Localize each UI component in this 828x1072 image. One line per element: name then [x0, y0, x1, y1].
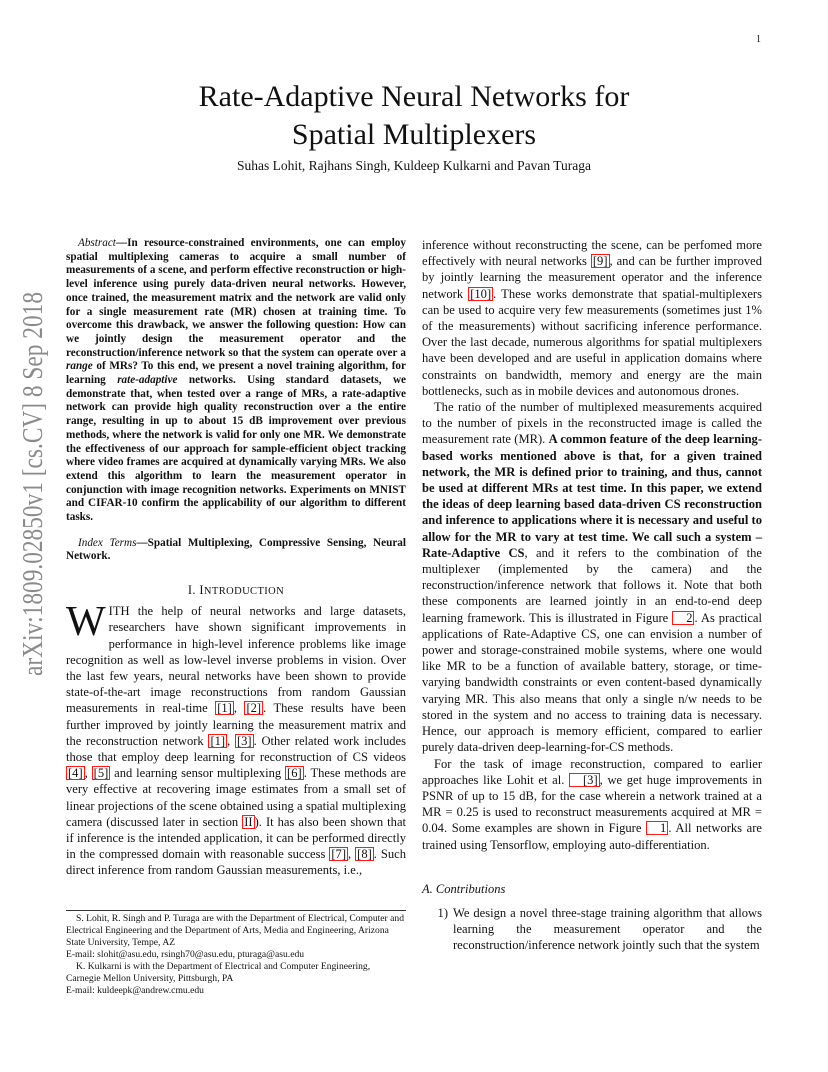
right-paragraph-3 — [422, 756, 762, 853]
drop-cap: W — [66, 599, 106, 646]
title-line-1: Rate-Adaptive Neural Networks for — [198, 80, 630, 113]
citation-link[interactable]: [3] — [236, 733, 252, 748]
intro-text: , — [227, 733, 235, 748]
body-text-bold: A common feature of the deep learning-based works mentioned above is that, for a given trained network, the MR is defined prior to training, and thus, cannot be used at different MRs at test time. In this paper, we extend the ideas of deep learning based data-driven CS reconstruction and inference to applications where it is necessary and useful to allow for the MR to vary at test time. We call such a system – Rate-Adaptive CS — [422, 432, 762, 560]
citation-link[interactable]: [8] — [357, 847, 372, 862]
body-text: inference without reconstructing the scene, can be perfomed more effectively with neural networks — [422, 238, 762, 269]
abstract-text-1: —In resource-constrained environments, one can employ spatial multiplexing cameras to acquire a small number of measurements of a scene, and perform effective reconstruction or high-level inference using purely data-driven neural networks. However, once trained, the measurement matrix and the network are valid only for a single measurement rate (MR) chosen at training time. To overcome this drawback, we answer the following question: How can we jointly design the measurement operator and the reconstruction/inference network so that the system can operate over a — [66, 237, 406, 359]
list-number: 1) — [437, 905, 448, 920]
section-numeral: I. — [187, 583, 196, 598]
footnote-cmu-email: E-mail: kuldeepk@andrew.cmu.edu — [66, 985, 204, 996]
body-text: . All networks are trained using Tensorflow, employing auto-differentiation. — [422, 821, 762, 852]
body-text: For the task of image reconstruction, compared to earlier approaches like Lohit et al. — [422, 756, 762, 787]
citation-link[interactable]: [7] — [331, 847, 347, 862]
body-text: , and can be further improved by jointly learning the measurement operator and the inference network — [422, 254, 762, 301]
abstract-em-rate-adaptive: rate-adaptive — [117, 374, 178, 387]
intro-text: , — [233, 701, 245, 716]
index-terms — [66, 537, 406, 564]
arxiv-stamp-text: arXiv:1809.02850v1 [cs.CV] 8 Sep 2018 — [17, 292, 49, 676]
intro-text: ITH the help of neural networks and large datasets, researchers have shown significant improvements in performance in high-level inference problems like image recognition as well as low-level inverse problems in vision. Over the last few years, neural networks have been shown to provide state-of-the-art image reconstructions from random Gaussian measurements in real-time — [66, 604, 406, 716]
index-terms-list: —Spatial Multiplexing, Compressive Sensing, Neural Network. — [66, 536, 406, 563]
right-paragraph-2 — [422, 399, 762, 755]
figure-link[interactable]: 1 — [646, 821, 668, 835]
citation-link[interactable]: [10] — [470, 286, 492, 301]
paper-title — [0, 78, 828, 154]
citation-link[interactable]: [5] — [93, 766, 109, 781]
section-initial: I — [199, 583, 204, 598]
intro-text: . Such direct inference from random Gaussian measurements, i.e., — [66, 847, 406, 878]
intro-body — [66, 599, 407, 878]
author-list: Suhas Lohit, Rajhans Singh, Kuldeep Kulkarni and Pavan Turaga — [237, 158, 591, 173]
abstract-text-3: networks. Using standard datasets, we demonstrate that, when tested over a range of MRs, a rate-adaptive network can provide high quality reconstruction over a the entire range, resulting in up to about 15 dB improvement over previous methods, where the network is valid for only one MR. We demonstrate the effectiveness of our approach for sample-efficient object tracking where video frames are acquired at dynamically varying MRs. We also extend this algorithm to learn the measurement operator in conjunction with image recognition networks. Experiments on MNIST and CIFAR-10 confirm the applicability of our algorithm to different tasks. — [66, 374, 407, 524]
section-link[interactable]: II — [244, 814, 253, 829]
right-column — [422, 237, 762, 954]
citation-link[interactable]: [1] — [217, 701, 232, 716]
index-terms-lead: Index Terms — [78, 536, 137, 549]
left-column — [66, 237, 406, 879]
arxiv-side-stamp — [4, 292, 52, 676]
intro-text: , — [348, 847, 356, 862]
section-rest: NTRODUCTION — [203, 586, 285, 598]
subsection-heading-contributions: A. Contributions — [422, 881, 506, 896]
body-text: , we get huge improvements in PSNR of up to 15 dB, for the case wherein a network trained at a MR = 0.25 is used to reconstruct measurements acquired at MR = 0.04. Some examples are shown in Figure — [422, 772, 762, 836]
list-text: We design a novel three-stage training algorithm that allows learning the measurement operator and the reconstruction/inference network jointly such that the system — [453, 905, 762, 953]
body-text: , and it refers to the combination of the multiplexer (implemented by the camera) and the reconstruction/inference network that follows it. Note that both these components are learned jointly in an end-to-end deep learning framework. This is illustrated in Figure — [422, 545, 763, 625]
figure-link[interactable]: 2 — [672, 611, 694, 625]
intro-text: ). It has also been shown that if inference is the intended application, it can be performed directly in the compressed domain with reasonable success — [66, 814, 406, 862]
abstract-lead: Abstract — [78, 237, 116, 249]
footnote-asu-email: E-mail: slohit@asu.edu, rsingh70@asu.edu, pturaga@asu.edu — [66, 949, 305, 960]
intro-paragraph — [66, 599, 407, 878]
footnote-cmu — [66, 961, 406, 997]
footnote-asu — [66, 913, 406, 961]
citation-link[interactable]: [9] — [592, 254, 608, 269]
body-text: The ratio of the number of multiplexed measurements acquired to the number of pixels in the reconstructed image is called the measurement rate (MR). — [422, 400, 762, 447]
title-line-2: Spatial Multiplexers — [291, 118, 537, 151]
page-number: 1 — [756, 34, 761, 45]
section-heading-introduction — [66, 583, 406, 598]
intro-text: and learning sensor multiplexing — [110, 766, 286, 781]
footnote-cmu-text: K. Kulkarni is with the Department of Electrical and Computer Engineering, Carnegie Mellon University, Pittsburgh, PA — [66, 961, 371, 984]
affiliation-footnote — [66, 910, 406, 997]
citation-link[interactable]: [2] — [246, 701, 262, 716]
abstract-text-2: of MRs? To this end, we present a novel training algorithm, for learning — [66, 360, 406, 387]
intro-text: . Other related work includes those that employ deep learning for reconstruction of CS videos — [66, 733, 407, 764]
citation-link[interactable]: [1] — [210, 733, 226, 748]
abstract-em-range: range — [66, 360, 93, 373]
citation-link[interactable]: [4] — [68, 766, 83, 781]
intro-text: , — [84, 766, 92, 781]
intro-text: . These results have been further improved by jointly learning the measurement matrix and the reconstruction network — [66, 701, 406, 748]
citation-link[interactable]: [3] — [569, 773, 600, 787]
intro-text: . These methods are very effective at recovering image estimates from a small set of linear projections of the scene obtained using a spatial multiplexing camera (discussed later in section — [66, 766, 406, 829]
right-paragraph-1 — [422, 237, 762, 399]
footnote-asu-text: S. Lohit, R. Singh and P. Turaga are with the Department of Electrical, Computer and Electrical Engineering and the Department of Arts, Media and Engineering, Arizona State University, Tempe, AZ — [66, 913, 404, 948]
citation-link[interactable]: [6] — [287, 766, 302, 781]
abstract — [66, 237, 406, 525]
body-text: . As practical applications of Rate-Adaptive CS, one can envision a number of power and storage-constrained mobile systems, where one would like MR to be a function of available battery, storage, or time-varying bandwidth constraints or even content-based dynamically varying MR. This also means that only a single n/w needs to be stored in the system and no access to training data is necessary. Hence, our approach is memory efficient, compared to earlier purely data-driven deep-learning-for-CS methods. — [422, 610, 762, 755]
contribution-item — [422, 905, 762, 954]
body-text: . These works demonstrate that spatial-multiplexers can be used to acquire very few measurements (sometimes just 1% of the measurements) without sacrificing inference performance. Over the last decade, numerous algorithms for spatial multiplexers have been developed and are useful in application domains where constraints on bandwidth, memory and energy are the main bottlenecks, such as in mobile devices and autonomous drones. — [422, 286, 762, 398]
